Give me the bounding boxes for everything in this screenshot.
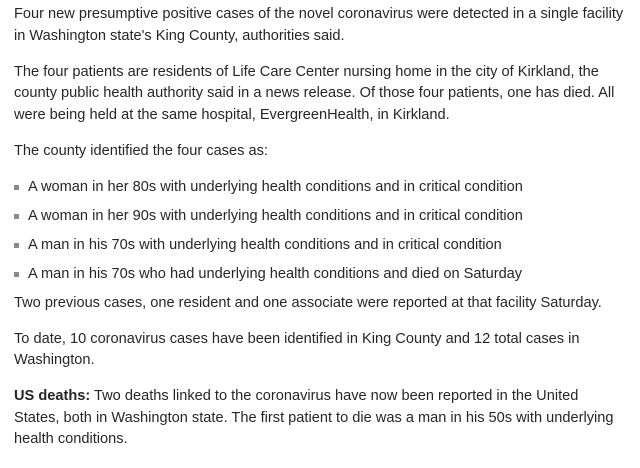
square-bullet-icon	[14, 272, 19, 277]
us-deaths-label: US deaths:	[14, 388, 91, 405]
paragraph-us-deaths	[14, 386, 626, 451]
cases-list	[14, 177, 626, 286]
paragraph-case-totals: To date, 10 coronavirus cases have been identified in King County and 12 total cases in Washington.	[14, 330, 580, 369]
list-item-text: A man in his 70s who had underlying health conditions and died on Saturday	[28, 265, 523, 282]
list-item-text: A man in his 70s with underlying health conditions and in critical condition	[28, 236, 502, 253]
list-item	[14, 235, 626, 257]
us-deaths-text: Two deaths linked to the coronavirus have now been reported in the United States, both in Washington state. The first patient to die was a man in his 50s with underlying health conditions.	[14, 388, 614, 448]
paragraph-previous-cases: Two previous cases, one resident and one associate were reported at that facility Saturday.	[14, 294, 602, 311]
list-item	[14, 264, 626, 286]
square-bullet-icon	[14, 185, 19, 190]
list-item-text: A woman in her 90s with underlying health conditions and in critical condition	[28, 207, 523, 224]
list-item-text: A woman in her 80s with underlying health conditions and in critical condition	[28, 178, 523, 195]
list-item	[14, 206, 626, 228]
list-item	[14, 177, 626, 199]
paragraph-cases-intro: The county identified the four cases as:	[14, 142, 268, 159]
paragraph-new-cases: Four new presumptive positive cases of the novel coronavirus were detected in a single facility in Washington state's King County, authorities said.	[14, 6, 624, 44]
paragraph-patients: The four patients are residents of Life Care Center nursing home in the city of Kirkland, the county public health authority said in a news release. Of those four patients, one has died. All were being held at the same hospital, EvergreenHealth, in Kirkland.	[14, 63, 615, 123]
square-bullet-icon	[14, 214, 19, 219]
square-bullet-icon	[14, 243, 19, 248]
